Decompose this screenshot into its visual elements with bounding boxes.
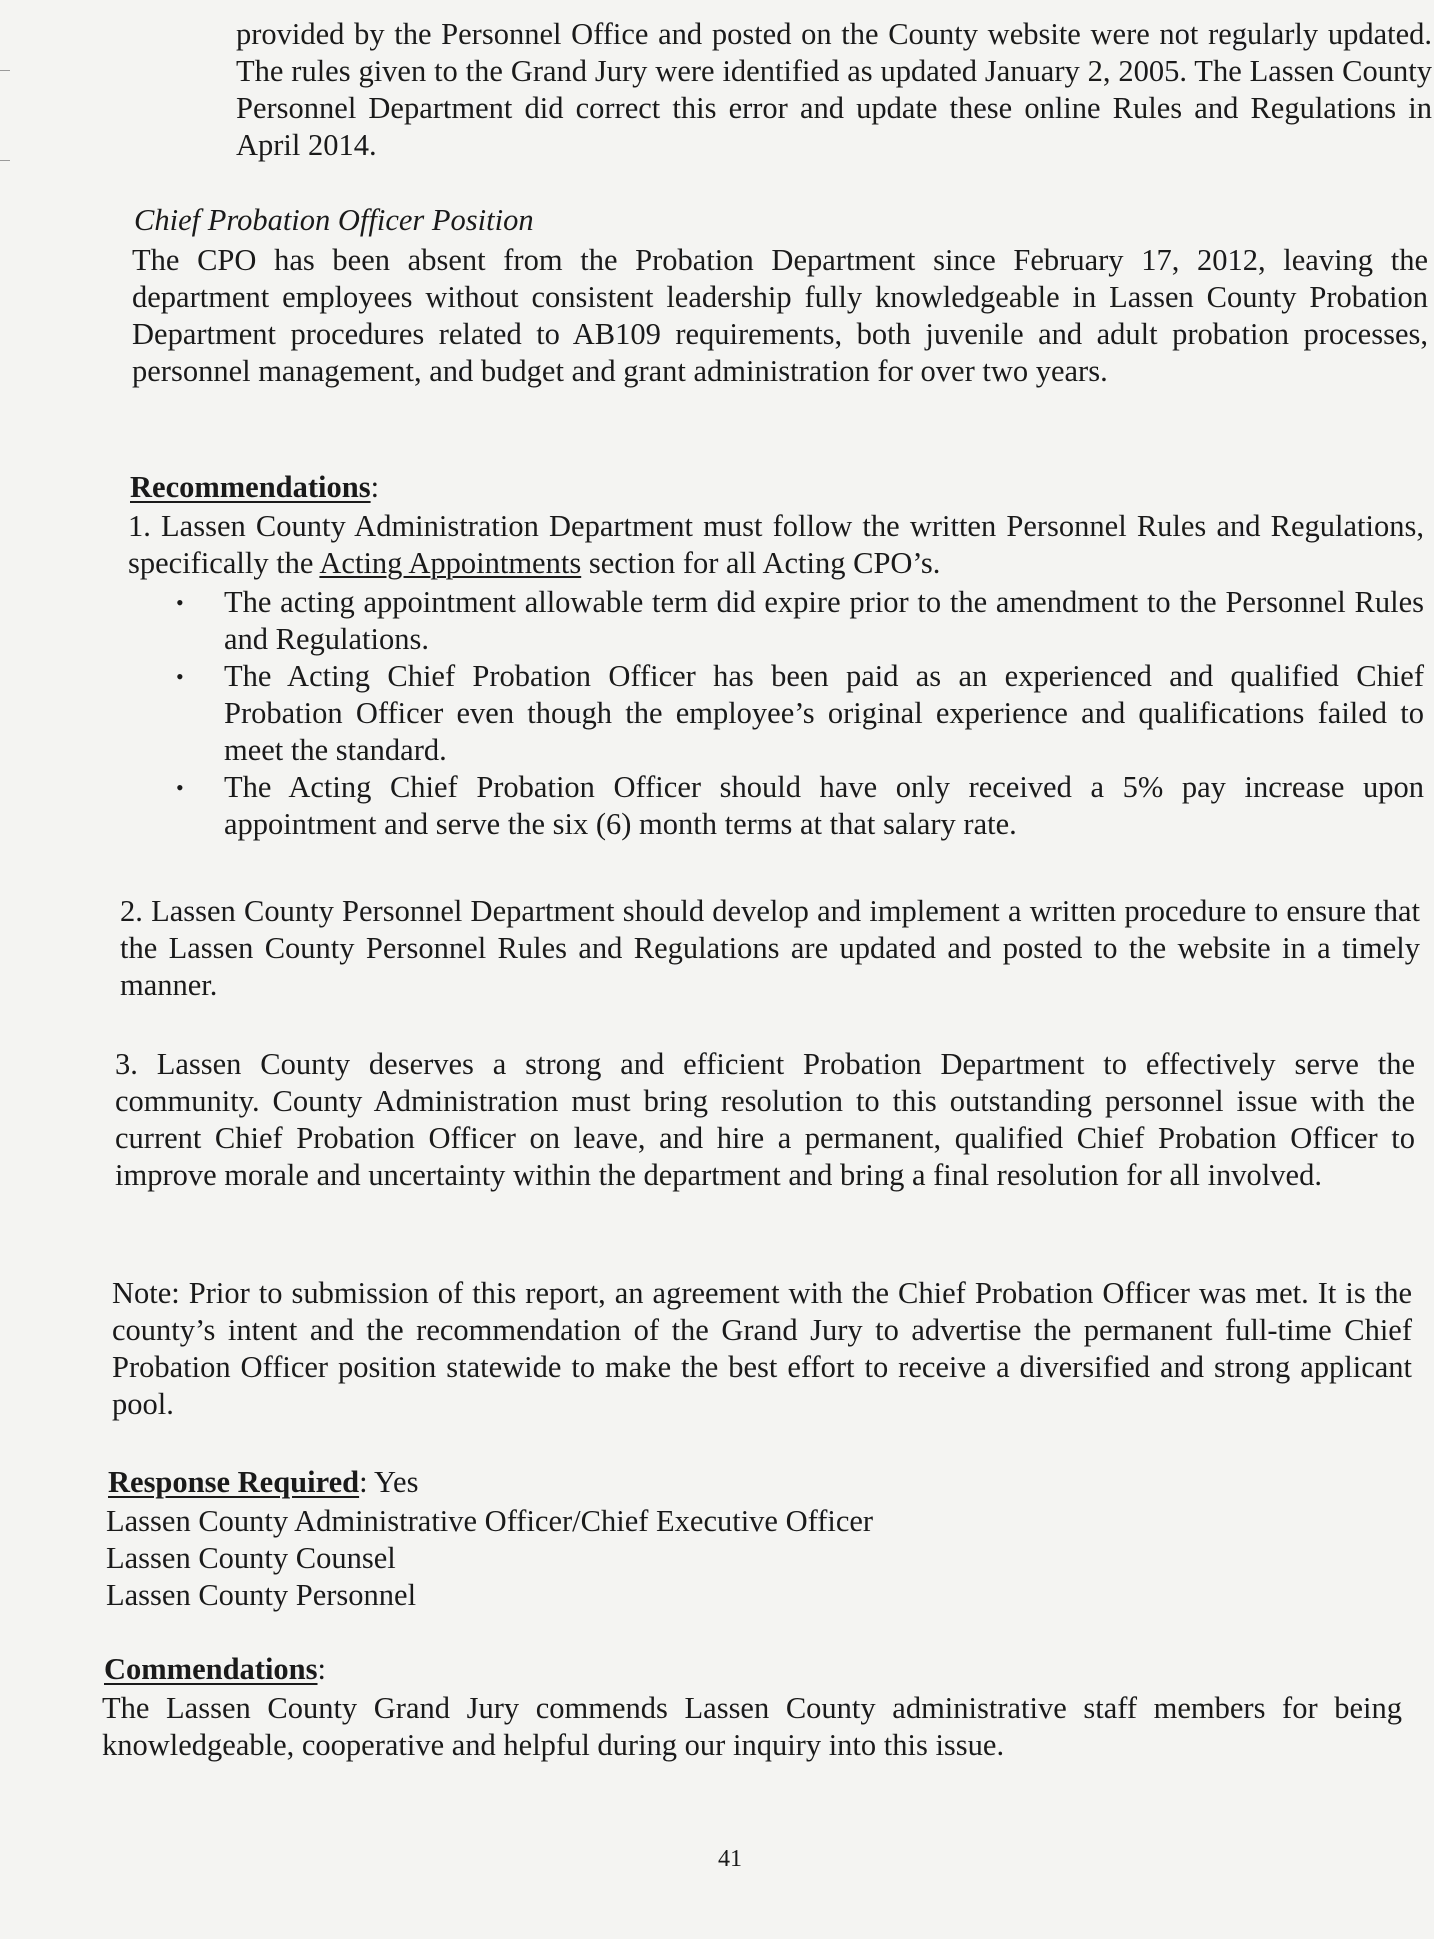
commendations-heading-colon: : — [317, 1652, 326, 1686]
recommendation-2: 2. Lassen County Personnel Department should develop and implement a written procedure to ensure that the Lassen County Personnel Rules and Regulations are updated and posted to the website in a timely manner. — [120, 894, 1420, 1002]
scan-margin-mark — [0, 160, 10, 161]
list-item — [176, 769, 1424, 843]
response-parties-list — [106, 1503, 873, 1614]
page-number: 41 — [718, 1846, 742, 1872]
commendations-body: The Lassen County Grand Jury commends Lassen County administrative staff members for being knowledgeable, cooperative and helpful during our inquiry into this issue. — [102, 1691, 1402, 1762]
list-item — [176, 658, 1424, 769]
response-required-heading — [108, 1465, 418, 1500]
note-paragraph: Note: Prior to submission of this report, an agreement with the Chief Probation Officer was met. It is the county’s intent and the recommendation of the Grand Jury to advertise the permanent full-time Chief Probation Officer position statewide to make the best effort to receive a diversified and strong applicant pool. — [112, 1276, 1412, 1421]
bullet-text: The Acting Chief Probation Officer has been paid as an experienced and qualified Chief Probation Officer even though the employee’s original experience and qualifications failed to meet the standard. — [224, 659, 1424, 767]
recommendation-1-bullets — [176, 584, 1424, 843]
response-required-label: Response Required — [108, 1465, 360, 1499]
response-required-value: : Yes — [359, 1465, 419, 1499]
list-item: Lassen County Administrative Officer/Chief Executive Officer — [106, 1504, 874, 1538]
list-item: Lassen County Counsel — [106, 1541, 396, 1575]
bullet-icon: • — [176, 590, 184, 615]
bullet-text: The Acting Chief Probation Officer should have only received a 5% pay increase upon appointment and serve the six (6) month terms at that salary rate. — [224, 770, 1424, 841]
recommendations-heading-colon: : — [370, 470, 380, 504]
cpo-section-heading: Chief Probation Officer Position — [134, 203, 534, 237]
list-item: Lassen County Personnel — [106, 1578, 417, 1612]
bullet-icon: • — [176, 664, 184, 689]
list-item — [176, 584, 1424, 658]
recommendation-1 — [128, 508, 1424, 582]
commendations-heading — [104, 1652, 326, 1687]
recommendation-1-text-end: section for all Acting CPO’s. — [581, 546, 941, 580]
acting-appointments-reference: Acting Appointments — [319, 546, 582, 580]
scan-margin-mark — [0, 70, 10, 71]
intro-paragraph: provided by the Personnel Office and posted on the County website were not regularly updated. The rules given to the Grand Jury were identified as updated January 2, 2005. The Lassen County Personnel Department did correct this error and update these online Rules and Regulations in April 2014. — [236, 17, 1432, 162]
recommendation-1-text-start: 1. Lassen County Administration Department must follow the written Personnel Rules and Regulations, specifically the — [128, 509, 1424, 580]
recommendation-3: 3. Lassen County deserves a strong and efficient Probation Department to effectively serve the community. County Administration must bring resolution to this outstanding personnel issue with the current Chief Probation Officer on leave, and hire a permanent, qualified Chief Probation Officer to improve morale and uncertainty within the department and bring a final resolution for all involved. — [115, 1047, 1415, 1192]
recommendations-heading-text: Recommendations — [130, 470, 371, 504]
cpo-section-body: The CPO has been absent from the Probation Department since February 17, 2012, leaving the department employees without consistent leadership fully knowledgeable in Lassen County Probation Department procedures related to AB109 requirements, both juvenile and adult probation processes, personnel management, and budget and grant administration for over two years. — [132, 243, 1428, 388]
commendations-heading-text: Commendations — [104, 1652, 318, 1686]
recommendations-heading — [130, 470, 379, 505]
bullet-icon: • — [176, 775, 184, 800]
bullet-text: The acting appointment allowable term did expire prior to the amendment to the Personnel Rules and Regulations. — [224, 585, 1424, 656]
